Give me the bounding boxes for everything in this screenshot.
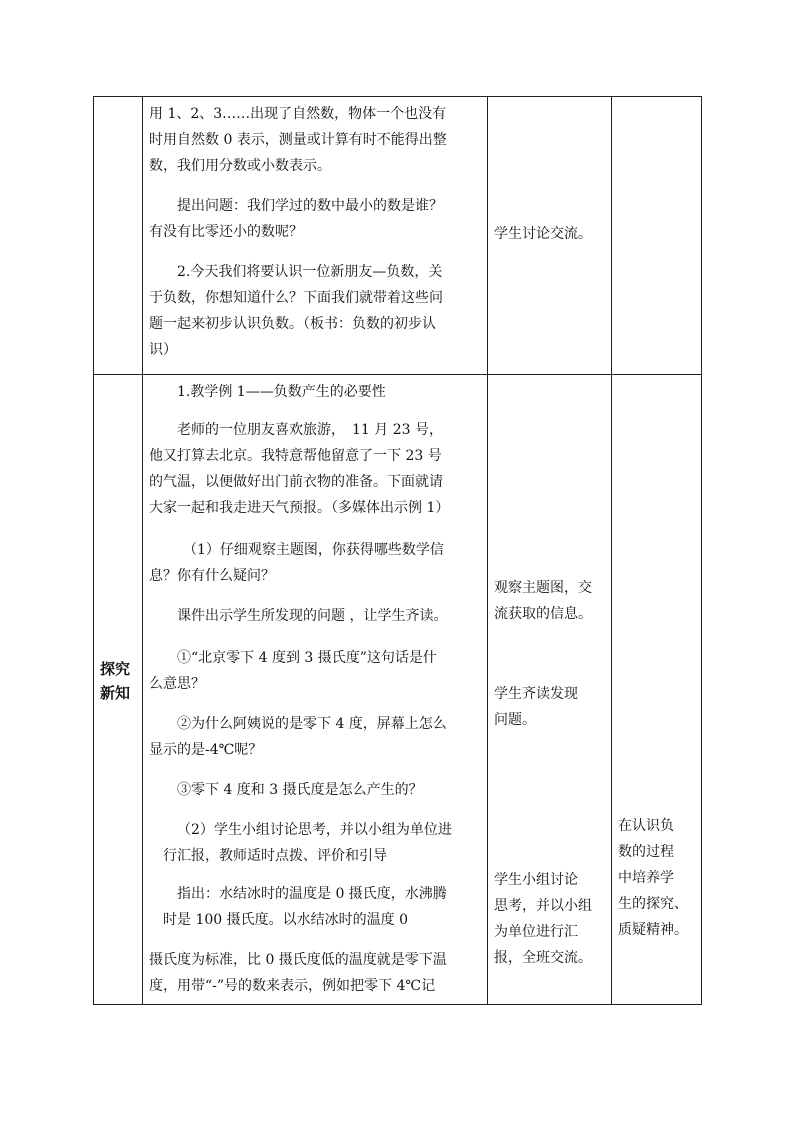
- content-line: 度，用带“-”号的数来表示，例如把零下 4℃记: [149, 978, 436, 994]
- content-line: 大家一起和我走进天气预报。（多媒体出示例 1）: [149, 500, 450, 516]
- content-line: 指出：水结冰时的温度是 0 摄氏度，水沸腾: [177, 886, 447, 902]
- student-line: 学生小组讨论: [494, 872, 578, 888]
- content-line: 用 1、2、3……出现了自然数，物体一个也没有: [149, 106, 447, 122]
- intent-line: 质疑精神。: [618, 922, 688, 938]
- intro-intent-cell: [612, 97, 702, 375]
- content-line: 的气温，以便做好出门前衣物的准备。下面就请: [149, 474, 443, 490]
- section-label: 探究: [100, 660, 131, 678]
- student-line: 为单位进行汇: [494, 924, 578, 940]
- content-line: 提出问题：我们学过的数中最小的数是谁？: [177, 198, 443, 214]
- content-line: 显示的是-4℃呢？: [149, 742, 263, 758]
- lesson-plan-table: [93, 96, 702, 1005]
- content-line: 摄氏度为标准，比 0 摄氏度低的温度就是零下温: [149, 952, 447, 968]
- content-line: （1）仔细观察主题图，你获得哪些数学信: [183, 542, 444, 558]
- content-line: 时用自然数 0 表示，测量或计算有时不能得出整: [149, 132, 447, 148]
- intro-label-cell: [94, 97, 143, 375]
- content-line: 1.教学例 1——负数产生的必要性: [177, 384, 386, 400]
- intro-content-cell: [143, 97, 488, 375]
- explore-row: [94, 375, 702, 1005]
- student-line: 报，全班交流。: [494, 950, 592, 966]
- intro-student-cell: [488, 97, 612, 375]
- content-line: （2）学生小组讨论思考，并以小组为单位进: [177, 822, 452, 838]
- content-line: 他又打算去北京。我特意帮他留意了一下 23 号: [149, 448, 442, 464]
- student-line: 问题。: [494, 712, 536, 728]
- explore-student-cell: [488, 375, 612, 1005]
- content-line: 有没有比零还小的数呢？: [149, 224, 303, 240]
- student-line: 观察主题图，交: [494, 580, 592, 596]
- section-label-cell: [94, 375, 143, 1005]
- content-line: 行汇报，教师适时点拨、评价和引导: [163, 848, 387, 864]
- content-line: ③零下 4 度和 3 摄氏度是怎么产生的？: [177, 782, 423, 798]
- explore-intent-cell: [612, 375, 702, 1005]
- content-line: 息？你有什么疑问？: [149, 568, 275, 584]
- content-line: 题一起来初步认识负数。（板书：负数的初步认: [149, 316, 436, 332]
- content-line: 老师的一位朋友喜欢旅游， 11 月 23 号，: [177, 422, 443, 438]
- content-line: 2.今天我们将要认识一位新朋友—负数，关: [177, 264, 443, 280]
- content-line: 数，我们用分数或小数表示。: [149, 158, 331, 174]
- section-label: 新知: [100, 684, 131, 702]
- content-line: 课件出示学生所发现的问题 ，让学生齐读。: [177, 608, 448, 624]
- content-line: 么意思？: [149, 676, 205, 692]
- intent-line: 在认识负: [618, 818, 674, 834]
- intent-line: 生的探究、: [618, 896, 688, 912]
- content-line: ①“北京零下 4 度到 3 摄氏度”这句话是什: [177, 650, 437, 666]
- intent-line: 中培养学: [618, 870, 674, 886]
- intro-row: [94, 97, 702, 375]
- content-line: 时是 100 摄氏度。以水结冰时的温度 0: [163, 912, 408, 928]
- student-activity: 学生讨论交流。: [494, 226, 592, 242]
- student-line: 学生齐读发现: [494, 686, 578, 702]
- explore-content-cell: [143, 375, 488, 1005]
- content-line: 于负数，你想知道什么？下面我们就带着这些问: [149, 290, 443, 306]
- content-line: 识）: [149, 342, 177, 358]
- student-line: 思考，并以小组: [494, 898, 592, 914]
- intent-line: 数的过程: [618, 844, 674, 860]
- content-line: ②为什么阿姨说的是零下 4 度，屏幕上怎么: [177, 716, 447, 732]
- student-line: 流获取的信息。: [494, 606, 592, 622]
